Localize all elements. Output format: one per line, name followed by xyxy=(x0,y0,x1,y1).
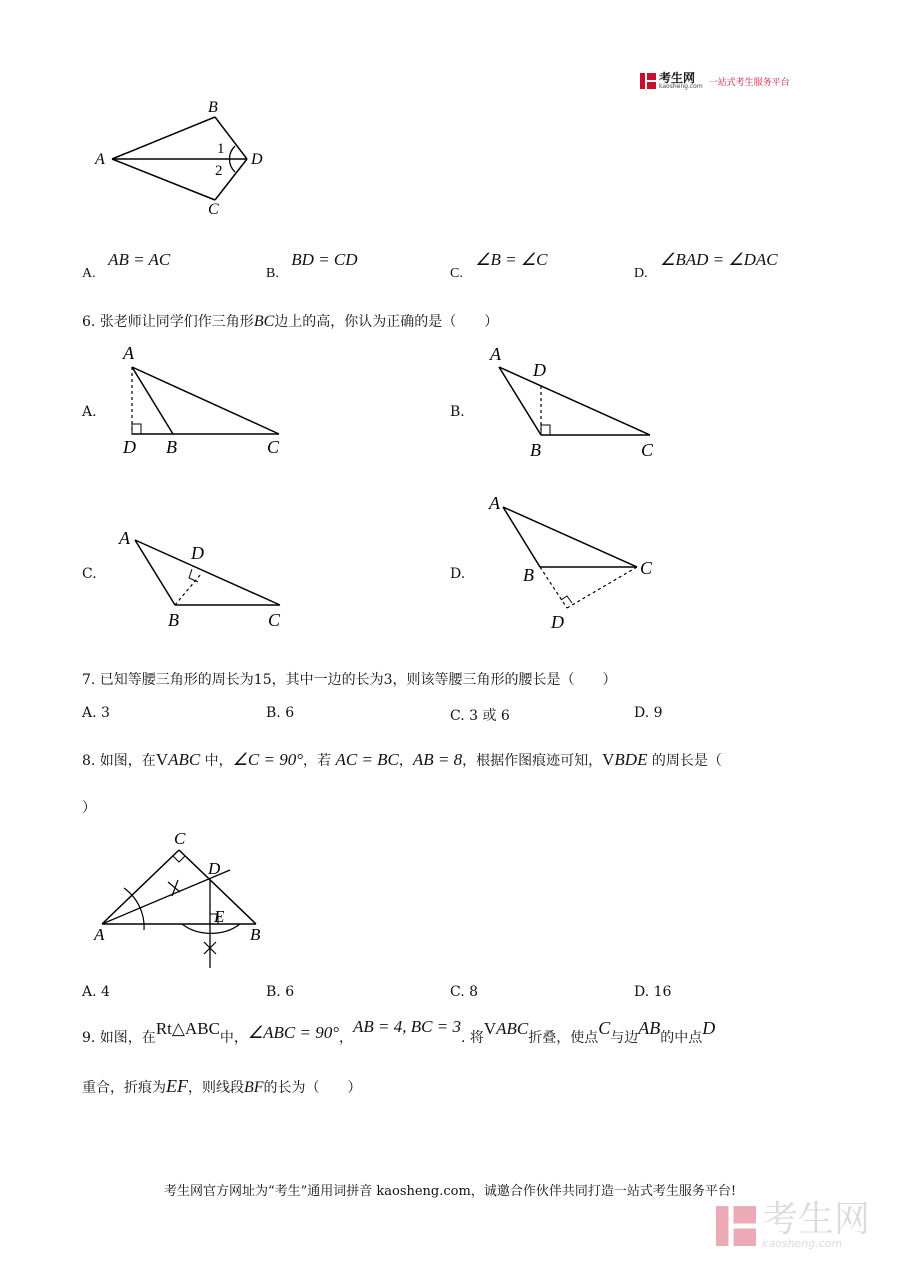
q8-stem-line2: ） xyxy=(82,800,96,816)
q6-text-var: BC xyxy=(253,313,275,330)
q5-option-b[interactable] xyxy=(266,250,358,282)
q9-abc: ABC xyxy=(496,1019,529,1038)
q9-text-3: ， xyxy=(339,1030,354,1046)
q9-line2-b: ，则线段 xyxy=(188,1080,244,1096)
footer-text: 考生网官方网址为“考生”通用词拼音 kaosheng.com，诚邀合作伙伴共同打造一站式考生服务平台! xyxy=(163,1184,737,1199)
q5-option-a-text: AB = AC xyxy=(108,250,171,269)
q8-option-d[interactable] xyxy=(634,984,671,1000)
q6-option-d-letter[interactable]: D. xyxy=(450,566,466,582)
logo-domain: kaosheng.com xyxy=(659,83,703,90)
q6a-label-d: D xyxy=(123,437,136,457)
q8-abc: ABC xyxy=(168,750,201,769)
watermark-domain: kaosheng.com xyxy=(762,1237,843,1250)
q5-option-d-letter: D. xyxy=(634,266,648,281)
q5-option-c[interactable] xyxy=(450,250,548,282)
q8-text-3: ，若 xyxy=(303,753,336,769)
q6-stem xyxy=(82,312,498,331)
q6-option-c-letter[interactable]: C. xyxy=(82,566,97,582)
q8-eq1: AC = BC xyxy=(335,750,399,769)
q6b-label-c: C xyxy=(641,440,654,460)
q6b-label-d: D xyxy=(533,360,546,380)
q8-option-b-letter: B. xyxy=(266,984,281,1000)
q8-bde: BDE xyxy=(614,750,648,769)
q8-label-b: B xyxy=(250,925,261,944)
watermark-name: 考生网 xyxy=(762,1199,871,1240)
q9-stem-line2 xyxy=(82,1076,362,1098)
header-logo xyxy=(640,72,790,90)
q9-point-d: D xyxy=(702,1018,716,1038)
q5-option-d[interactable] xyxy=(634,250,778,282)
q6a-label-c: C xyxy=(267,437,280,457)
q8-option-c-letter: C. xyxy=(450,984,465,1000)
q7-option-c[interactable] xyxy=(450,705,510,725)
q5-label-2: 2 xyxy=(215,163,223,179)
q5-figure xyxy=(90,96,280,221)
q6b-label-a: A xyxy=(490,344,501,364)
q8-label-a: A xyxy=(94,925,105,944)
q8-angle: ∠C = 90° xyxy=(232,750,304,769)
q8-option-d-text: 16 xyxy=(653,984,672,1000)
q6b-label-b: B xyxy=(530,440,541,460)
q5-option-a[interactable] xyxy=(82,250,171,282)
q5-label-1: 1 xyxy=(217,141,225,157)
q7-stem: 7. 已知等腰三角形的周长为15，其中一边的长为3，则该等腰三角形的腰长是（ ） xyxy=(82,672,617,688)
q9-text-5: 折叠，使点 xyxy=(528,1030,599,1046)
q8-stem xyxy=(82,750,722,770)
q6c-label-c: C xyxy=(268,610,281,630)
q9-crease-ef: EF xyxy=(166,1076,188,1096)
q7-option-b[interactable] xyxy=(266,705,294,721)
q9-sides: AB = 4, BC = 3 xyxy=(353,1017,461,1036)
q5-option-c-letter: C. xyxy=(450,266,463,281)
q6a-label-a: A xyxy=(123,343,134,363)
q5-option-d-text: ∠BAD = ∠DAC xyxy=(660,250,778,269)
q8-text-1: 8. 如图，在 xyxy=(82,753,156,769)
q5-label-d: D xyxy=(251,151,263,168)
q8-option-a-text: 4 xyxy=(101,984,110,1000)
q5-option-a-letter: A. xyxy=(82,266,96,281)
q6c-label-d: D xyxy=(191,543,204,563)
q7-option-b-text: 6 xyxy=(285,705,295,721)
q8-figure xyxy=(88,826,278,974)
q7-option-c-text: 3 或 6 xyxy=(469,708,510,724)
q8-option-b-text: 6 xyxy=(285,984,295,1000)
q8-option-a[interactable] xyxy=(82,984,110,1000)
q9-text-7: 的中点 xyxy=(660,1030,703,1046)
q7-option-a-text: 3 xyxy=(101,705,110,721)
q9-line2-a: 重合，折痕为 xyxy=(82,1080,166,1096)
q9-point-c: C xyxy=(598,1018,611,1038)
q5-label-c: C xyxy=(208,201,219,218)
q9-stem xyxy=(82,1017,716,1048)
q8-option-c-text: 8 xyxy=(469,984,479,1000)
q6d-label-a: A xyxy=(489,493,500,513)
q6-option-a-letter[interactable]: A. xyxy=(82,404,97,420)
q8-triangle-symbol-2: V xyxy=(602,750,615,769)
header-slogan: 一站式考生服务平台 xyxy=(708,77,790,88)
q8-triangle-symbol: V xyxy=(155,750,169,769)
q9-text-4: . 将 xyxy=(460,1030,484,1046)
q9-rt-triangle: Rt△ABC xyxy=(155,1019,220,1038)
q7-option-d-letter: D. xyxy=(634,705,650,721)
q6-text-pre: 张老师让同学们作三角形 xyxy=(99,314,254,330)
q7-option-b-letter: B. xyxy=(266,705,281,721)
q8-label-d: D xyxy=(208,859,221,878)
q6c-label-b: B xyxy=(168,610,179,630)
q9-segment-bf: BF xyxy=(244,1079,264,1096)
q8-label-e: E xyxy=(214,907,225,926)
q9-angle: ∠ABC = 90° xyxy=(247,1023,340,1042)
q6-text-post: 边上的高，你认为正确的是（ ） xyxy=(274,314,499,330)
q9-line2-c: 的长为（ ） xyxy=(263,1080,362,1096)
q9-side-ab: AB xyxy=(638,1018,661,1038)
q5-label-b: B xyxy=(208,99,218,116)
q9-text-2: 中， xyxy=(219,1030,248,1046)
q6d-label-c: C xyxy=(640,558,653,578)
q7-option-a-letter: A. xyxy=(82,705,97,721)
q6a-label-b: B xyxy=(166,437,177,457)
logo-name: 考生网 xyxy=(659,71,696,85)
q7-option-d-text: 9 xyxy=(653,705,663,721)
q6-figure-b xyxy=(485,340,665,462)
q8-text-2: 中， xyxy=(200,753,233,769)
q8-text-6: 的周长是（ xyxy=(647,753,722,769)
q8-option-d-letter: D. xyxy=(634,984,650,1000)
q9-text-6: 与边 xyxy=(610,1030,639,1046)
q5-option-c-text: ∠B = ∠C xyxy=(475,250,548,269)
q8-label-c: C xyxy=(174,829,186,848)
q6-figure-d xyxy=(485,490,665,636)
q7-option-c-letter: C. xyxy=(450,708,465,724)
q5-option-b-text: BD = CD xyxy=(291,250,358,269)
q6-option-b-letter[interactable]: B. xyxy=(450,404,465,420)
q7-option-d[interactable] xyxy=(634,705,663,721)
watermark xyxy=(716,1199,871,1250)
kaosheng-logo-icon xyxy=(640,73,656,89)
q8-option-b[interactable] xyxy=(266,984,294,1000)
q8-eq2: AB = 8 xyxy=(412,750,463,769)
q6c-label-a: A xyxy=(119,528,130,548)
q5-option-b-letter: B. xyxy=(266,266,279,281)
q9-text-1: 9. 如图，在 xyxy=(82,1030,156,1046)
q6-number: 6. xyxy=(82,314,96,330)
q6-figure-c xyxy=(115,522,295,634)
q6d-label-b: B xyxy=(523,565,534,585)
watermark-logo-icon xyxy=(716,1206,756,1246)
q8-option-c[interactable] xyxy=(450,984,478,1000)
q6-figure-a xyxy=(115,340,295,462)
q9-triangle-symbol: V xyxy=(483,1019,497,1038)
q8-text-5: ，根据作图痕迹可知， xyxy=(462,753,603,769)
q6d-label-d: D xyxy=(551,612,564,632)
q8-text-4: ， xyxy=(398,753,413,769)
q8-option-a-letter: A. xyxy=(82,984,97,1000)
q7-option-a[interactable] xyxy=(82,705,110,721)
q5-label-a: A xyxy=(95,151,105,168)
